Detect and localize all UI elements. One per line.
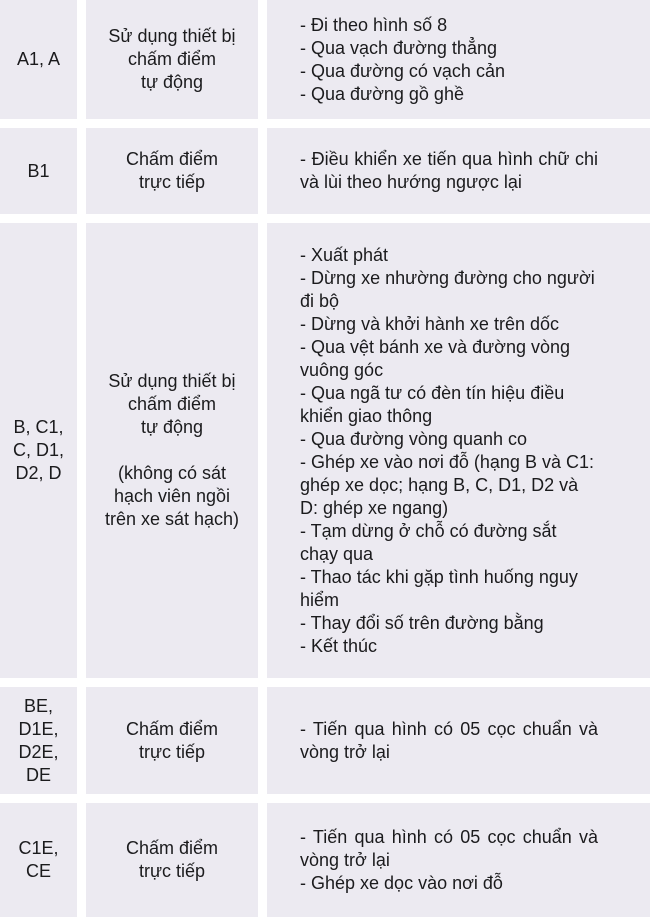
test-item: - Dừng xe nhường đường cho người đi bộ	[300, 267, 595, 311]
test-item: - Đi theo hình số 8	[300, 14, 448, 35]
table-row	[0, 687, 650, 794]
table-row	[0, 803, 650, 917]
test-item: - Tạm dừng ở chỗ có đường sắt chạy qua	[300, 520, 557, 564]
scoring-method-line	[169, 439, 174, 462]
test-items-cell	[267, 223, 650, 678]
test-item: - Thay đổi số trên đường bằng	[300, 612, 544, 633]
test-item: - Kết thúc	[300, 635, 378, 656]
test-item: - Dừng và khởi hành xe trên dốc	[300, 313, 559, 334]
license-class-line: BE,	[23, 695, 53, 716]
test-item: - Tiến qua hình có 05 cọc chuẩn và vòng trở lại	[300, 718, 598, 762]
scoring-method-line: chấm điểm	[127, 394, 217, 414]
test-items-cell	[267, 687, 650, 794]
license-class-line: B1	[27, 160, 50, 181]
scoring-method-cell	[86, 0, 258, 119]
test-items-cell	[267, 0, 650, 119]
scoring-method-line: hạch viên ngồi	[113, 486, 231, 506]
test-item: - Qua vạch đường thẳng	[300, 37, 497, 58]
scoring-method-line: trên xe sát hạch)	[104, 509, 240, 529]
scoring-method-cell	[86, 803, 258, 917]
scoring-method-line: trực tiếp	[138, 861, 206, 881]
test-item: - Qua vệt bánh xe và đường vòng vuông góc	[300, 336, 571, 380]
license-classes-cell	[0, 223, 77, 678]
license-classes-cell	[0, 128, 77, 214]
scoring-method-cell	[86, 128, 258, 214]
license-class-line: B, C1,	[13, 417, 64, 437]
test-item: - Điều khiển xe tiến qua hình chữ chi và lùi theo hướng ngược lại	[300, 149, 598, 192]
license-class-line: A1, A	[16, 49, 61, 69]
scoring-method-cell	[86, 687, 258, 794]
scoring-method-line: Chấm điểm	[125, 718, 219, 739]
scoring-method-line: Chấm điểm	[125, 149, 219, 169]
scoring-method-line: trực tiếp	[138, 741, 206, 762]
license-class-line: CE	[25, 861, 51, 881]
scoring-method-line: chấm điểm	[127, 49, 217, 69]
scoring-method-line: tự động	[140, 417, 204, 437]
scoring-method-line: Sử dụng thiết bị	[108, 26, 236, 46]
scoring-method-cell	[86, 223, 258, 678]
test-item: - Qua ngã tư có đèn tín hiệu điều khiển giao thông	[300, 382, 565, 426]
license-class-line: D2, D	[15, 463, 62, 483]
license-class-line: C1E,	[18, 838, 59, 858]
license-class-line: C, D1,	[12, 440, 64, 460]
scoring-method-line: tự động	[140, 72, 204, 92]
test-item: - Qua đường vòng quanh co	[300, 428, 528, 449]
test-item: - Thao tác khi gặp tình huống nguy hiểm	[300, 566, 578, 610]
license-class-line: D1E,	[18, 718, 59, 739]
test-items-cell	[267, 128, 650, 214]
license-class-line: D2E,	[18, 741, 59, 762]
scoring-method-line: (không có sát	[117, 463, 227, 483]
scoring-method-line: Sử dụng thiết bị	[108, 371, 236, 391]
license-classes-cell	[0, 803, 77, 917]
test-item: - Xuất phát	[300, 244, 389, 265]
scoring-method-line: Chấm điểm	[125, 838, 219, 858]
license-class-line: DE	[25, 764, 51, 785]
table-row	[0, 0, 650, 119]
test-item: - Ghép xe vào nơi đỗ (hạng B và C1: ghép xe dọc; hạng B, C, D1, D2 và D: ghép xe ngang)	[300, 451, 594, 518]
test-item: - Tiến qua hình có 05 cọc chuẩn và vòng trở lại	[300, 826, 598, 870]
table-row	[0, 223, 650, 678]
license-classes-cell	[0, 0, 77, 119]
license-classes-cell	[0, 687, 77, 794]
test-item: - Qua đường gồ ghề	[300, 83, 464, 104]
scoring-method-line: trực tiếp	[138, 172, 206, 192]
test-items-cell	[267, 803, 650, 917]
test-item: - Qua đường có vạch cản	[300, 60, 505, 81]
table-row	[0, 128, 650, 214]
test-item: - Ghép xe dọc vào nơi đỗ	[300, 872, 503, 893]
